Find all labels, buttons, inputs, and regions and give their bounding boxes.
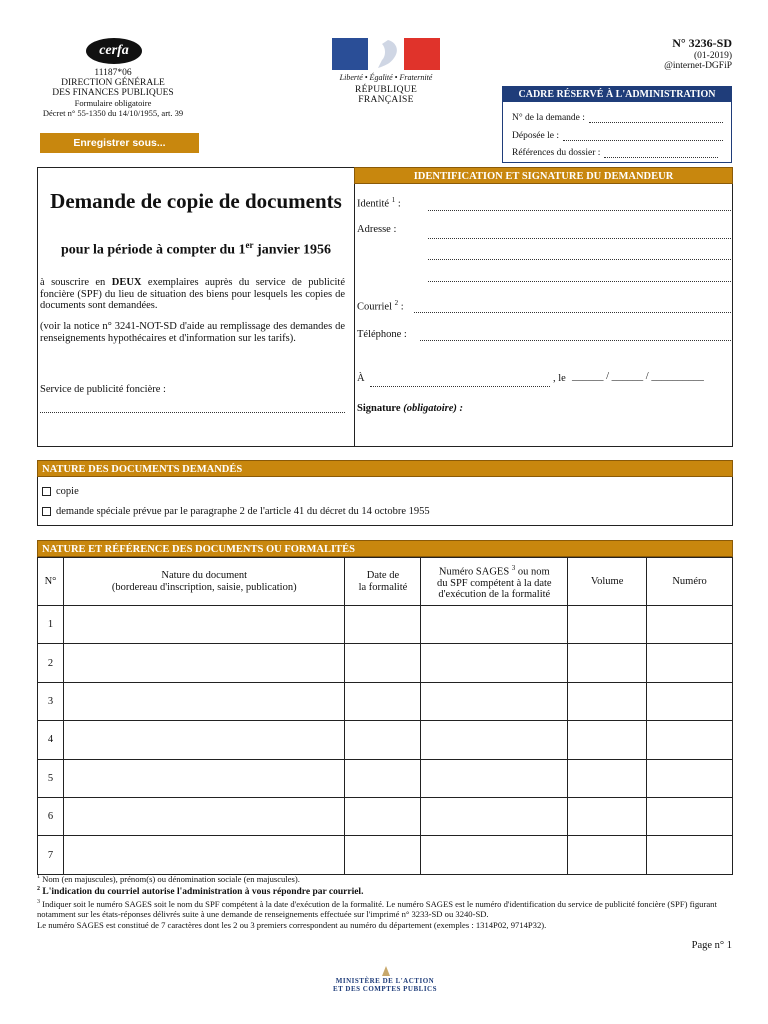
admin-box-title: CADRE RÉSERVÉ À L'ADMINISTRATION <box>503 87 731 102</box>
file-refs-label: Références du dossier : <box>512 148 601 158</box>
special-request-label: demande spéciale prévue par le paragraphe 2 de l'article 41 du décret du 14 octobre 1955 <box>56 506 430 517</box>
footnote-4: Le numéro SAGES est constitué de 7 caractères dont les 2 ou 3 premiers correspondent au numéro du département (exemples : 1314P02, 9714P32). <box>37 919 547 930</box>
header-left-block <box>20 68 206 118</box>
page-number: Page n° 1 <box>691 940 732 951</box>
request-number-field[interactable] <box>589 115 723 123</box>
row-number: 3 <box>38 682 64 720</box>
numero-cell[interactable] <box>647 721 733 759</box>
nature-header: NATURE DES DOCUMENTS DEMANDÉS <box>37 460 733 477</box>
volume-cell[interactable] <box>568 759 647 797</box>
nature-cell[interactable] <box>63 721 345 759</box>
row-number: 1 <box>38 606 64 644</box>
copy-label: copie <box>56 486 79 497</box>
date-field[interactable]: ______ / ______ / __________ <box>572 371 704 382</box>
sages-cell[interactable] <box>421 797 568 835</box>
footnotes <box>37 872 733 930</box>
filed-label: Déposée le : <box>512 131 559 141</box>
place-field[interactable] <box>370 381 550 387</box>
email-label: Courriel $^2$ : <box>357 299 404 313</box>
identification-header: IDENTIFICATION ET SIGNATURE DU DEMANDEUR <box>354 167 733 184</box>
date-cell[interactable] <box>345 606 421 644</box>
row-number: 2 <box>38 644 64 682</box>
documents-table <box>37 557 733 875</box>
filed-field[interactable] <box>563 133 723 141</box>
row-number: 4 <box>38 721 64 759</box>
table-row <box>38 682 733 720</box>
ministry-logo: MINISTÈRE DE L'ACTION ET DES COMPTES PUBLICS <box>332 977 438 993</box>
col-sages: Numéro SAGES $^3$ ou nom du SPF compétent à la date d'exécution de la formalité <box>421 558 568 606</box>
numero-cell[interactable] <box>647 797 733 835</box>
directorate-line2: DES FINANCES PUBLIQUES <box>52 88 174 98</box>
col-numero: Numéro <box>647 558 733 606</box>
col-date: Date de la formalité <box>345 558 421 606</box>
identity-field[interactable] <box>428 205 731 211</box>
notice-reference: (voir la notice n° 3241-NOT-SD d'aide au remplissage des demandes de renseignements hypothécaires et d'information sur les tarifs). <box>40 321 345 344</box>
sages-cell[interactable] <box>421 759 568 797</box>
numero-cell[interactable] <box>647 644 733 682</box>
volume-cell[interactable] <box>568 682 647 720</box>
col-nature: Nature du document (bordereau d'inscription, saisie, publication) <box>63 558 345 606</box>
col-number: N° <box>38 558 64 606</box>
filed-row <box>512 131 723 141</box>
save-as-button[interactable]: Enregistrer sous... <box>40 133 199 153</box>
form-source: @internet-DGFiP <box>664 61 732 71</box>
request-number-row <box>512 113 723 123</box>
table-row <box>38 836 733 874</box>
nature-cell[interactable] <box>63 606 345 644</box>
date-cell[interactable] <box>345 721 421 759</box>
numero-cell[interactable] <box>647 836 733 874</box>
phone-field[interactable] <box>420 335 731 341</box>
file-refs-field[interactable] <box>604 150 718 158</box>
numero-cell[interactable] <box>647 682 733 720</box>
footnote-2: $^2$ L'indication du courriel autorise l'administration à vous répondre par courriel. <box>37 886 364 898</box>
documents-table-header: NATURE ET RÉFÉRENCE DES DOCUMENTS OU FORMALITÉS <box>37 540 733 557</box>
nature-cell[interactable] <box>63 836 345 874</box>
address-label: Adresse : <box>357 224 397 235</box>
address-field-line1[interactable] <box>428 233 731 239</box>
sages-cell[interactable] <box>421 721 568 759</box>
admin-reserved-box <box>502 86 732 163</box>
phone-label: Téléphone : <box>357 329 407 340</box>
date-cell[interactable] <box>345 644 421 682</box>
identity-label: Identité $^1$ : <box>357 196 401 210</box>
nature-cell[interactable] <box>63 682 345 720</box>
date-cell[interactable] <box>345 759 421 797</box>
form-subtitle: pour la période à compter du 1er janvier 1956 <box>60 240 332 258</box>
email-field[interactable] <box>414 307 731 313</box>
republic-motto: Liberté • Égalité • Fraternité <box>339 73 433 82</box>
date-cell[interactable] <box>345 682 421 720</box>
volume-cell[interactable] <box>568 797 647 835</box>
sages-cell[interactable] <box>421 606 568 644</box>
marianne-logo <box>332 38 440 70</box>
ministry-emblem-icon <box>380 965 392 977</box>
republic-name: RÉPUBLIQUE FRANÇAISE <box>354 85 418 105</box>
form-title: Demande de copie de documents <box>50 189 342 213</box>
nature-cell[interactable] <box>63 759 345 797</box>
table-row <box>38 721 733 759</box>
decree-ref: Décret n° 55-1350 du 14/10/1955, art. 39 <box>42 108 184 118</box>
date-cell[interactable] <box>345 836 421 874</box>
sages-cell[interactable] <box>421 644 568 682</box>
address-field-line2[interactable] <box>428 254 731 260</box>
volume-cell[interactable] <box>568 721 647 759</box>
option-copy[interactable] <box>42 486 79 497</box>
nature-cell[interactable] <box>63 644 345 682</box>
main-divider <box>354 167 355 447</box>
volume-cell[interactable] <box>568 606 647 644</box>
row-number: 7 <box>38 836 64 874</box>
address-field-line3[interactable] <box>428 276 731 282</box>
option-special-request[interactable] <box>42 506 430 517</box>
cerfa-logo: cerfa <box>86 38 142 64</box>
table-row <box>38 644 733 682</box>
form-number: N° 3236-SD <box>672 36 732 50</box>
footnote-1: $^1$ Nom (en majuscules), prénom(s) ou dénomination sociale (en majuscules). <box>37 873 300 884</box>
place-label: À <box>357 373 365 384</box>
numero-cell[interactable] <box>647 606 733 644</box>
spf-label: Service de publicité foncière : <box>40 384 166 395</box>
mandatory-form: Formulaire obligatoire <box>74 98 152 108</box>
date-label: , le <box>553 373 566 384</box>
table-header-row <box>38 558 733 606</box>
table-row <box>38 759 733 797</box>
col-volume: Volume <box>568 558 647 606</box>
special-request-checkbox[interactable] <box>42 507 51 516</box>
directorate-line1: DIRECTION GÉNÉRALE <box>61 78 165 88</box>
sages-cell[interactable] <box>421 836 568 874</box>
file-refs-row <box>512 148 718 158</box>
volume-cell[interactable] <box>568 644 647 682</box>
row-number: 6 <box>38 797 64 835</box>
table-row <box>38 606 733 644</box>
date-cell[interactable] <box>345 797 421 835</box>
instructions-text: à souscrire en DEUX exemplaires auprès du service de publicité foncière (SPF) du lieu de situation des biens pour lesquels les copies de documents sont demandées. <box>40 277 346 312</box>
footnote-3: $^3$ Indiquer soit le numéro SAGES soit le nom du SPF compétent à la date d'exécution de la formalité. Le numéro SAGES est le numéro d'identification du service de publicité foncière (SPF) figurant notamment sur les états-réponses délivrés suite à une demande de renseignements effectuée sur l'imprimé n° 3233-SD ou 3240-SD. <box>37 899 717 920</box>
sages-cell[interactable] <box>421 682 568 720</box>
numero-cell[interactable] <box>647 759 733 797</box>
signature-label: Signature (obligatoire) : <box>357 403 463 414</box>
volume-cell[interactable] <box>568 836 647 874</box>
table-row <box>38 797 733 835</box>
row-number: 5 <box>38 759 64 797</box>
form-date: (01-2019) <box>694 51 732 61</box>
nature-cell[interactable] <box>63 797 345 835</box>
copy-checkbox[interactable] <box>42 487 51 496</box>
spf-field[interactable] <box>40 405 345 413</box>
request-number-label: N° de la demande : <box>512 113 585 123</box>
cerfa-number: 11187*06 <box>94 68 132 78</box>
